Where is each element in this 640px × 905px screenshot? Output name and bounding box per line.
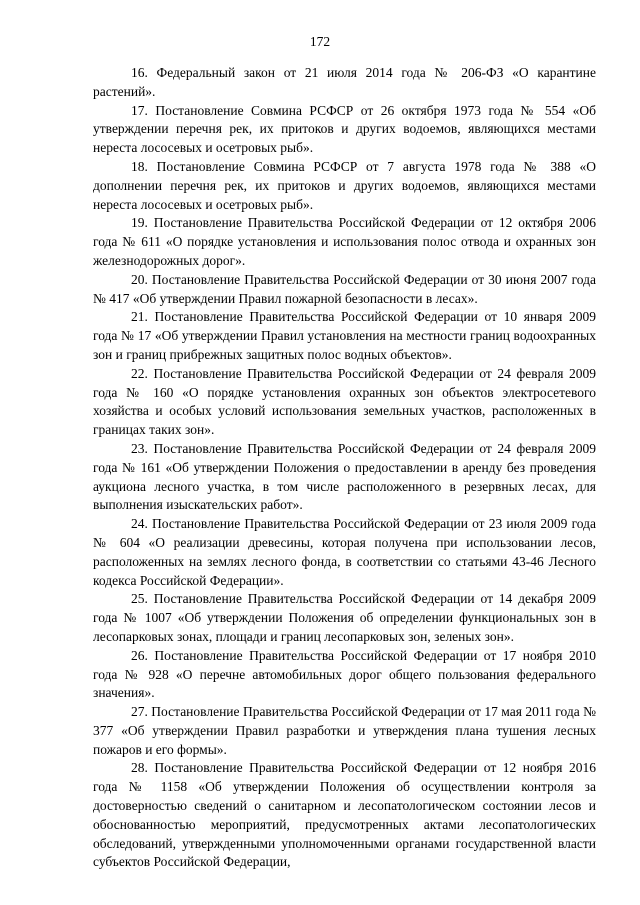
list-item: 21. Постановление Правительства Российской Федерации от 10 января 2009 года № 17 «Об утверждении Правил установления на местности границ водоохранных зон и границ прибрежных защитных полос водных объектов». <box>93 309 596 362</box>
list-item: 16. Федеральный закон от 21 июля 2014 года № 206-ФЗ «О карантине растений». <box>93 65 596 99</box>
list-item: 26. Постановление Правительства Российской Федерации от 17 ноября 2010 года № 928 «О перечне автомобильных дорог общего пользования федерального значения». <box>93 647 596 701</box>
list-item: 22. Постановление Правительства Российской Федерации от 24 февраля 2009 года № 160 «О порядке установления охранных зон объектов электросетевого хозяйства и особых условий использования земельных участков, расположенных в границах таких зон». <box>93 365 596 438</box>
page-number: 172 <box>309 34 331 49</box>
list-item: 23. Постановление Правительства Российской Федерации от 24 февраля 2009 года № 161 «Об утверждении Положения о предоставлении в аренду без проведения аукциона лесного участка, в том числе расположенного в резервных лесах, для выполнения изыскательских работ». <box>93 440 596 513</box>
list-item: 17. Постановление Совмина РСФСР от 26 октября 1973 года № 554 «Об утверждении перечня рек, их притоков и других водоемов, являющихся местами нереста лососевых и осетровых рыб». <box>93 102 596 156</box>
list-item: 28. Постановление Правительства Российской Федерации от 12 ноября 2016 года № 1158 «Об утверждении Положения об осуществлении контроля за достоверностью сведений о санитарном и лесопатологическом состоянии лесов и обоснованностью мероприятий, предусмотренных актами лесопатологических обследований, утвержденными уполномоченными органами государственной власти субъектов Российской Федерации, <box>93 760 596 870</box>
list-item: 18. Постановление Совмина РСФСР от 7 августа 1978 года № 388 «О дополнении перечня рек, их притоков и других водоемов, являющихся местами нереста лососевых и осетровых рыб». <box>93 158 596 212</box>
list-item: 20. Постановление Правительства Российской Федерации от 30 июня 2007 года № 417 «Об утверждении Правил пожарной безопасности в лесах». <box>93 271 596 306</box>
list-item: 27. Постановление Правительства Российской Федерации от 17 мая 2011 года № 377 «Об утверждении Правил разработки и утверждения плана тушения лесных пожаров и его формы». <box>93 704 596 757</box>
list-item: 25. Постановление Правительства Российской Федерации от 14 декабря 2009 года № 1007 «Об утверждении Положения об определении функциональных зон в лесопарковых зонах, площади и границ лесопарковых зон, зеленых зон». <box>93 591 596 644</box>
document-body <box>93 64 596 872</box>
list-item: 24. Постановление Правительства Российской Федерации от 23 июля 2009 года № 604 «О реализации древесины, которая получена при использовании лесов, расположенных на землях лесного фонда, в соответствии со статьями 43-46 Лесного кодекса Российской Федерации». <box>93 516 596 588</box>
list-item: 19. Постановление Правительства Российской Федерации от 12 октября 2006 года № 611 «О порядке установления и использования полос отвода и охранных зон железнодорожных дорог». <box>93 215 596 268</box>
